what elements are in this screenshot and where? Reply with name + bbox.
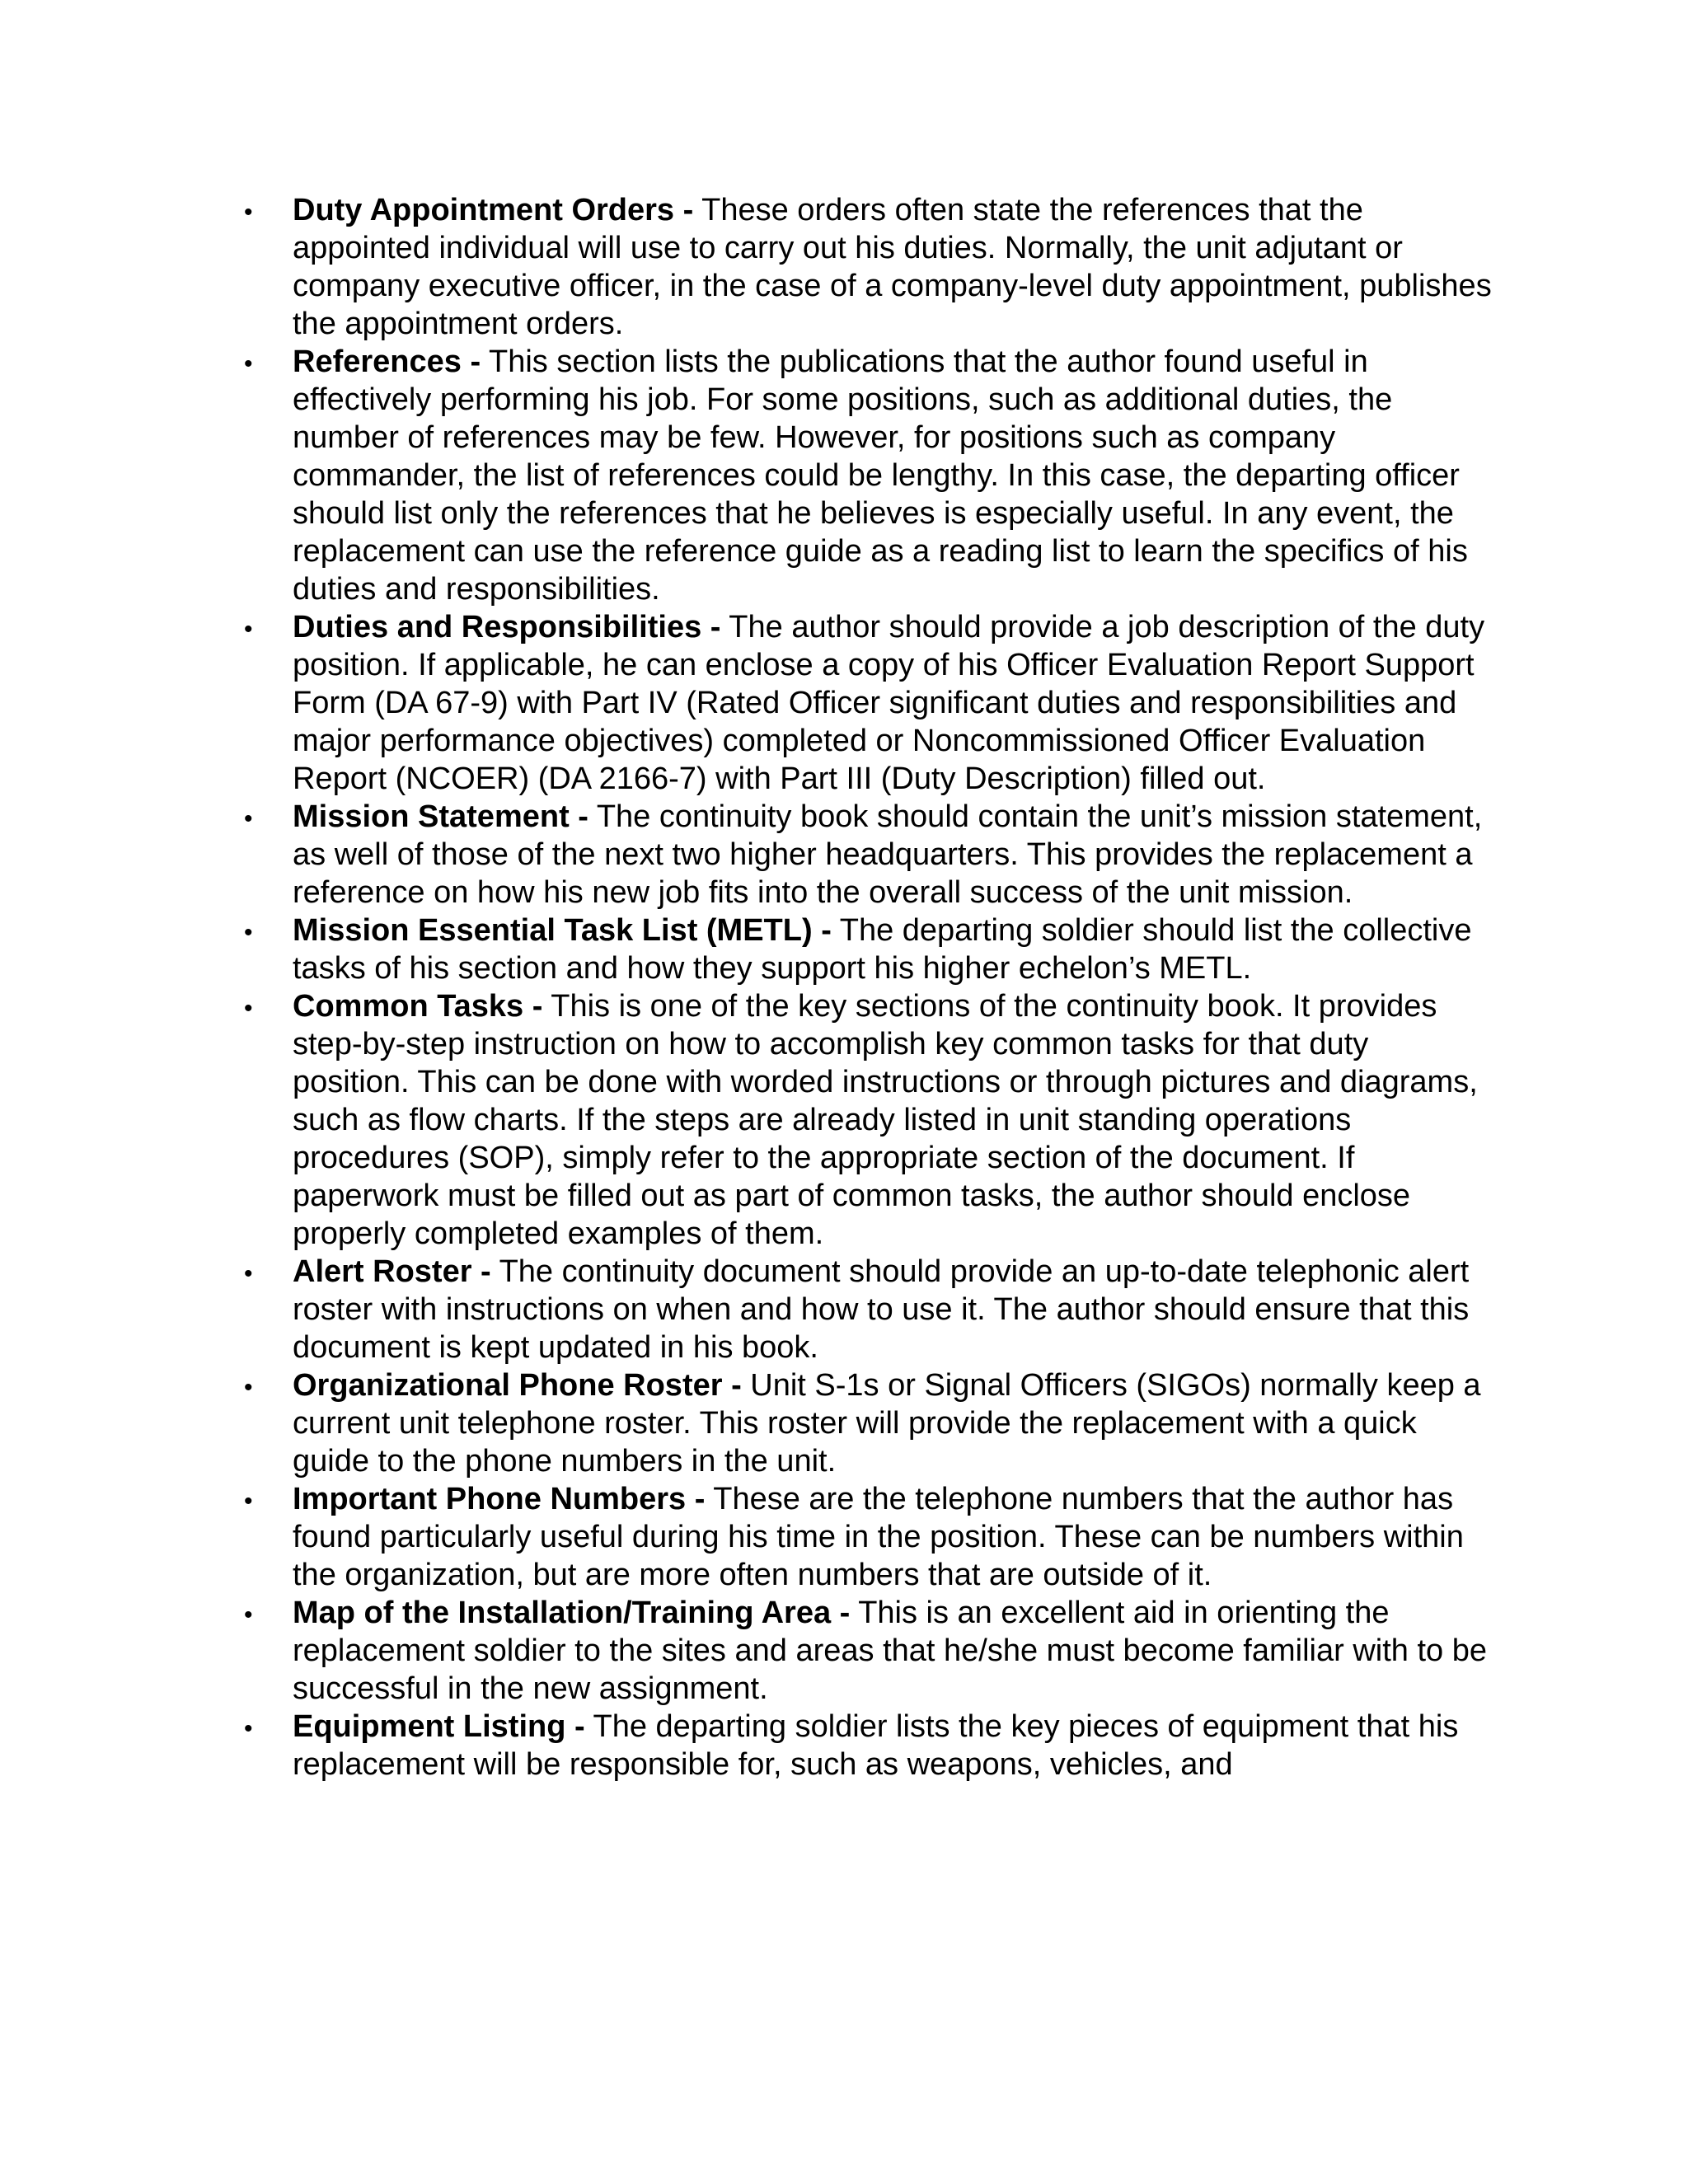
bullet-icon: • (244, 805, 253, 832)
list-item (239, 987, 1492, 1253)
list-item (239, 1708, 1492, 1783)
bullet-icon: • (244, 1715, 253, 1742)
item-term: Organizational Phone Roster - (293, 1368, 742, 1403)
bullet-list (239, 191, 1492, 1783)
item-text: The departing soldier should list the collective tasks of his section and how they support his higher echelon’s METL. (293, 913, 1472, 986)
bullet-icon: • (244, 1601, 253, 1629)
bullet-icon: • (244, 1374, 253, 1401)
bullet-icon: • (244, 995, 253, 1022)
item-term: Important Phone Numbers - (293, 1482, 706, 1516)
bullet-icon: • (244, 1260, 253, 1287)
item-term: Alert Roster - (293, 1254, 491, 1289)
list-item (239, 912, 1492, 987)
item-term: Common Tasks - (293, 989, 543, 1024)
item-term: References - (293, 344, 481, 379)
item-text: The departing soldier lists the key pieces of equipment that his replacement will be responsible for, such as weapons, vehicles, and (293, 1709, 1459, 1782)
item-term: Map of the Installation/Training Area - (293, 1596, 851, 1630)
list-item (239, 798, 1492, 912)
bullet-icon: • (244, 616, 253, 643)
item-term: Duty Appointment Orders - (293, 193, 694, 227)
item-text: The author should provide a job description of the duty position. If applicable, he can enclose a copy of his Officer Evaluation Report Support Form (DA 67-9) with Part IV (Rated Officer significant duties and responsibilities and major performance objectives) completed or Noncommissioned Officer Evaluation Report (NCOER) (DA 2166-7) with Part III (Duty Description) filled out. (293, 610, 1485, 796)
list-item (239, 1480, 1492, 1594)
item-term: Mission Statement - (293, 799, 588, 834)
list-item (239, 191, 1492, 343)
item-term: Duties and Responsibilities - (293, 610, 721, 644)
item-text: The continuity book should contain the unit’s mission statement, as well of those of the next two higher headquarters. This provides the replacement a reference on how his new job fits into the overall success of the unit mission. (293, 799, 1483, 910)
bullet-icon: • (244, 1488, 253, 1515)
item-text: This is one of the key sections of the continuity book. It provides step-by-step instruction on how to accomplish key common tasks for that duty position. This can be done with worded instructions or through pictures and diagrams, such as flow charts. If the steps are already listed in unit standing operations procedures (SOP), simply refer to the appropriate section of the document. If paperwork must be filled out as part of common tasks, the author should enclose properly completed examples of them. (293, 989, 1478, 1251)
list-item (239, 1366, 1492, 1480)
item-text: This is an excellent aid in orienting the replacement soldier to the sites and areas that he/she must become familiar with to be successful in the new assignment. (293, 1596, 1487, 1706)
list-item (239, 1594, 1492, 1708)
item-text: This section lists the publications that the author found useful in effectively performing his job. For some positions, such as additional duties, the number of references may be few. However, for positions such as company commander, the list of references could be lengthy. In this case, the departing officer should list only the references that he believes is especially useful. In any event, the replacement can use the reference guide as a reading list to learn the specifics of his duties and responsibilities. (293, 344, 1468, 607)
item-text: Unit S-1s or Signal Officers (SIGOs) normally keep a current unit telephone roster. This roster will provide the replacement with a quick guide to the phone numbers in the unit. (293, 1368, 1481, 1479)
item-text: These are the telephone numbers that the author has found particularly useful during his time in the position. These can be numbers within the organization, but are more often numbers that are outside of it. (293, 1482, 1464, 1592)
bullet-icon: • (244, 199, 253, 226)
item-text: These orders often state the references that the appointed individual will use to carry out his duties. Normally, the unit adjutant or company executive officer, in the case of a company-level duty appointment, publishes the appointment orders. (293, 193, 1492, 341)
bullet-icon: • (244, 919, 253, 946)
list-item (239, 1253, 1492, 1366)
bullet-icon: • (244, 350, 253, 377)
list-item (239, 343, 1492, 608)
item-term: Equipment Listing - (293, 1709, 585, 1744)
item-text: The continuity document should provide an up-to-date telephonic alert roster with instructions on when and how to use it. The author should ensure that this document is kept updated in his book. (293, 1254, 1470, 1365)
list-item (239, 608, 1492, 798)
item-term: Mission Essential Task List (METL) - (293, 913, 832, 948)
